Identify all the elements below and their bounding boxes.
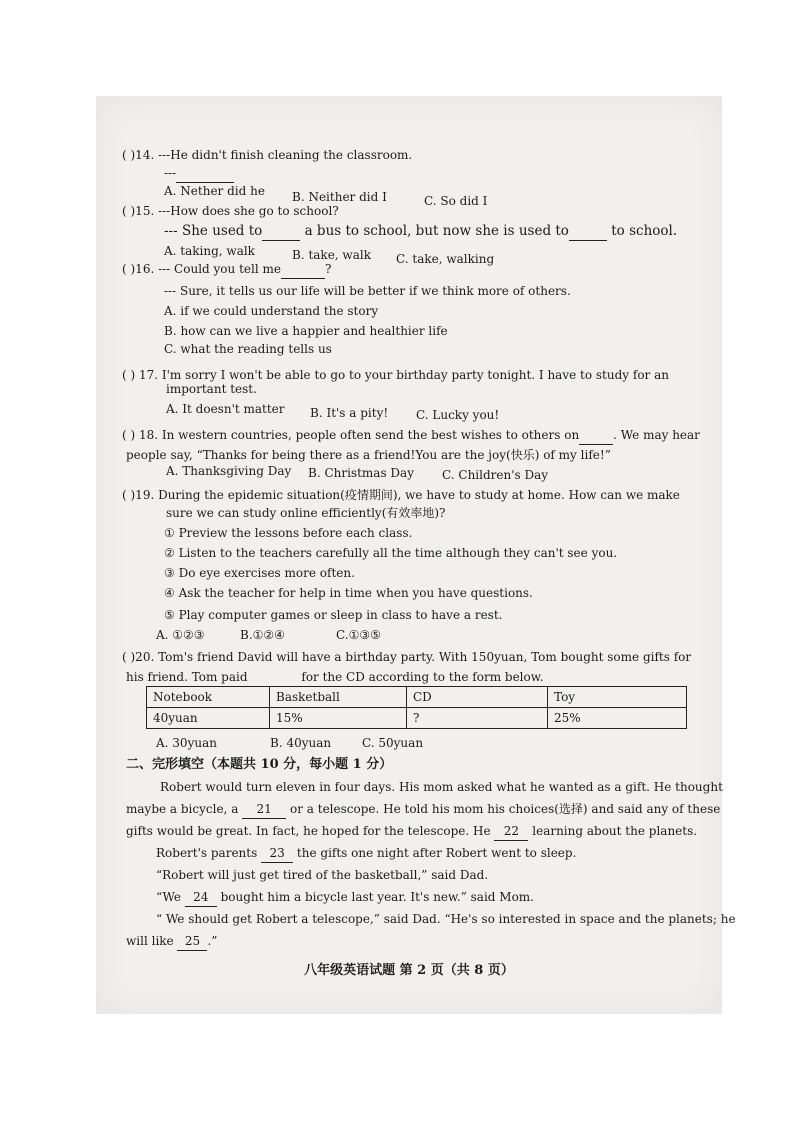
q14-reply-dash: --- [164, 166, 177, 180]
passage-line-6 [156, 888, 534, 907]
q19-item-3: ③ Do eye exercises more often. [164, 566, 355, 580]
q18-option-c: C. Children's Day [442, 468, 549, 482]
q15-reply [164, 222, 677, 241]
table-cell: 15% [270, 708, 407, 729]
section-2-title: 二、完形填空（本题共 10 分，每小题 1 分） [126, 757, 393, 772]
passage-line-2 [126, 800, 720, 819]
page-content [96, 96, 736, 1014]
table-header-row [147, 687, 687, 708]
passage-text: maybe a bicycle, a [126, 802, 239, 816]
table-cell: ? [407, 708, 548, 729]
q19-item-1: ① Preview the lessons before each class. [164, 526, 413, 540]
blank-25[interactable]: 25 [177, 932, 207, 951]
q19-option-a: A. ①②③ [156, 628, 205, 642]
q19-item-4: ④ Ask the teacher for help in time when you have questions. [164, 586, 533, 600]
table-header-cell: Notebook [147, 687, 270, 708]
passage-text: Robert's parents [156, 846, 258, 860]
passage-text: learning about the planets. [532, 824, 698, 838]
q18-stem [122, 426, 700, 445]
q15-stem: ( )15. ---How does she go to school? [122, 204, 339, 218]
q20-option-b: B. 40yuan [270, 736, 332, 750]
q16-stem-text: ( )16. --- Could you tell me [122, 262, 281, 276]
table-row [147, 708, 687, 729]
blank-23[interactable]: 23 [261, 844, 293, 863]
passage-text: gifts would be great. In fact, he hoped for the telescope. He [126, 824, 491, 838]
q17-option-a: A. It doesn't matter [166, 402, 285, 416]
passage-line-8 [126, 932, 217, 951]
q18-option-b: B. Christmas Day [308, 466, 414, 480]
passage-line-4 [156, 844, 576, 863]
q20-option-a: A. 30yuan [156, 736, 217, 750]
table-cell: 40yuan [147, 708, 270, 729]
q20-stem-part-b: for the CD according to the form below. [301, 670, 544, 684]
q20-stem: ( )20. Tom's friend David will have a birthday party. With 150yuan, Tom bought some gifts for [122, 650, 692, 664]
q16-option-a: A. if we could understand the story [164, 304, 379, 318]
q15-option-b: B. take, walk [292, 248, 371, 262]
price-form-table [146, 686, 687, 729]
blank-21[interactable]: 21 [242, 800, 286, 819]
q19-stem-cont: sure we can study online efficiently(有效率地)? [166, 506, 446, 520]
q15-reply-part-b: a bus to school, but now she is used to [304, 223, 569, 239]
q19-item-5: ⑤ Play computer games or sleep in class to have a rest. [164, 608, 503, 622]
q17-option-c: C. Lucky you! [416, 408, 500, 422]
passage-line-7: “ We should get Robert a telescope,” said Dad. “He's so interested in space and the planets; he [156, 912, 736, 926]
q15-option-c: C. take, walking [396, 252, 495, 266]
table-header-cell: Toy [548, 687, 687, 708]
q15-reply-part-a: --- She used to [164, 223, 263, 239]
q18-stem-cont: people say, “Thanks for being there as a friend!You are the joy(快乐) of my life!” [126, 448, 611, 462]
q14-blank[interactable] [176, 164, 234, 183]
page-footer: 八年级英语试题 第 2 页（共 8 页） [304, 963, 514, 978]
q16-stem [122, 260, 331, 279]
passage-text: bought him a bicycle last year. It's new.” said Mom. [220, 890, 534, 904]
q17-option-b: B. It's a pity! [310, 406, 389, 420]
passage-text: .” [207, 934, 218, 948]
q14-option-a: A. Nether did he [164, 184, 265, 198]
q20-stem-cont [126, 668, 543, 687]
q15-blank-2[interactable] [569, 222, 607, 241]
passage-text: “We [156, 890, 181, 904]
q17-stem: ( ) 17. I'm sorry I won't be able to go to your birthday party tonight. I have to study for an [122, 368, 669, 382]
q16-option-c: C. what the reading tells us [164, 342, 332, 356]
q14-option-b: B. Neither did I [292, 190, 387, 204]
q17-stem-cont: important test. [166, 382, 257, 396]
q20-stem-part-a: his friend. Tom paid [126, 670, 248, 684]
blank-24[interactable]: 24 [185, 888, 217, 907]
q16-reply: --- Sure, it tells us our life will be better if we think more of others. [164, 284, 571, 298]
passage-text: the gifts one night after Robert went to sleep. [296, 846, 577, 860]
q16-stem-end: ? [324, 262, 332, 276]
q14-reply [164, 164, 234, 183]
exam-page [96, 96, 736, 1014]
q19-stem: ( )19. During the epidemic situation(疫情期间), we have to study at home. How can we make [122, 488, 680, 502]
q16-blank[interactable] [281, 260, 325, 279]
q14-option-c: C. So did I [424, 194, 488, 208]
q18-stem-part-b: . We may hear [613, 428, 700, 442]
passage-line-3 [126, 822, 697, 841]
table-header-cell: CD [407, 687, 548, 708]
q19-item-2: ② Listen to the teachers carefully all the time although they can't see you. [164, 546, 618, 560]
passage-text: will like [126, 934, 174, 948]
table-cell: 25% [548, 708, 687, 729]
passage-line-5: “Robert will just get tired of the basketball,” said Dad. [156, 868, 489, 882]
q18-blank[interactable] [579, 426, 613, 445]
q18-option-a: A. Thanksgiving Day [166, 464, 292, 478]
q16-option-b: B. how can we live a happier and healthier life [164, 324, 448, 338]
passage-line-1: Robert would turn eleven in four days. His mom asked what he wanted as a gift. He thought [160, 780, 723, 794]
q15-blank-1[interactable] [262, 222, 300, 241]
passage-text: or a telescope. He told his mom his choices(选择) and said any of these [290, 802, 721, 816]
q15-option-a: A. taking, walk [164, 244, 255, 258]
blank-22[interactable]: 22 [494, 822, 528, 841]
q19-option-b: B.①②④ [240, 628, 285, 642]
q15-reply-part-c: to school. [611, 223, 678, 239]
q14-stem: ( )14. ---He didn't finish cleaning the classroom. [122, 148, 413, 162]
q18-stem-part-a: ( ) 18. In western countries, people often send the best wishes to others on [122, 428, 580, 442]
table-header-cell: Basketball [270, 687, 407, 708]
q19-option-c: C.①③⑤ [336, 628, 381, 642]
q20-blank[interactable] [248, 668, 298, 687]
q20-option-c: C. 50yuan [362, 736, 424, 750]
